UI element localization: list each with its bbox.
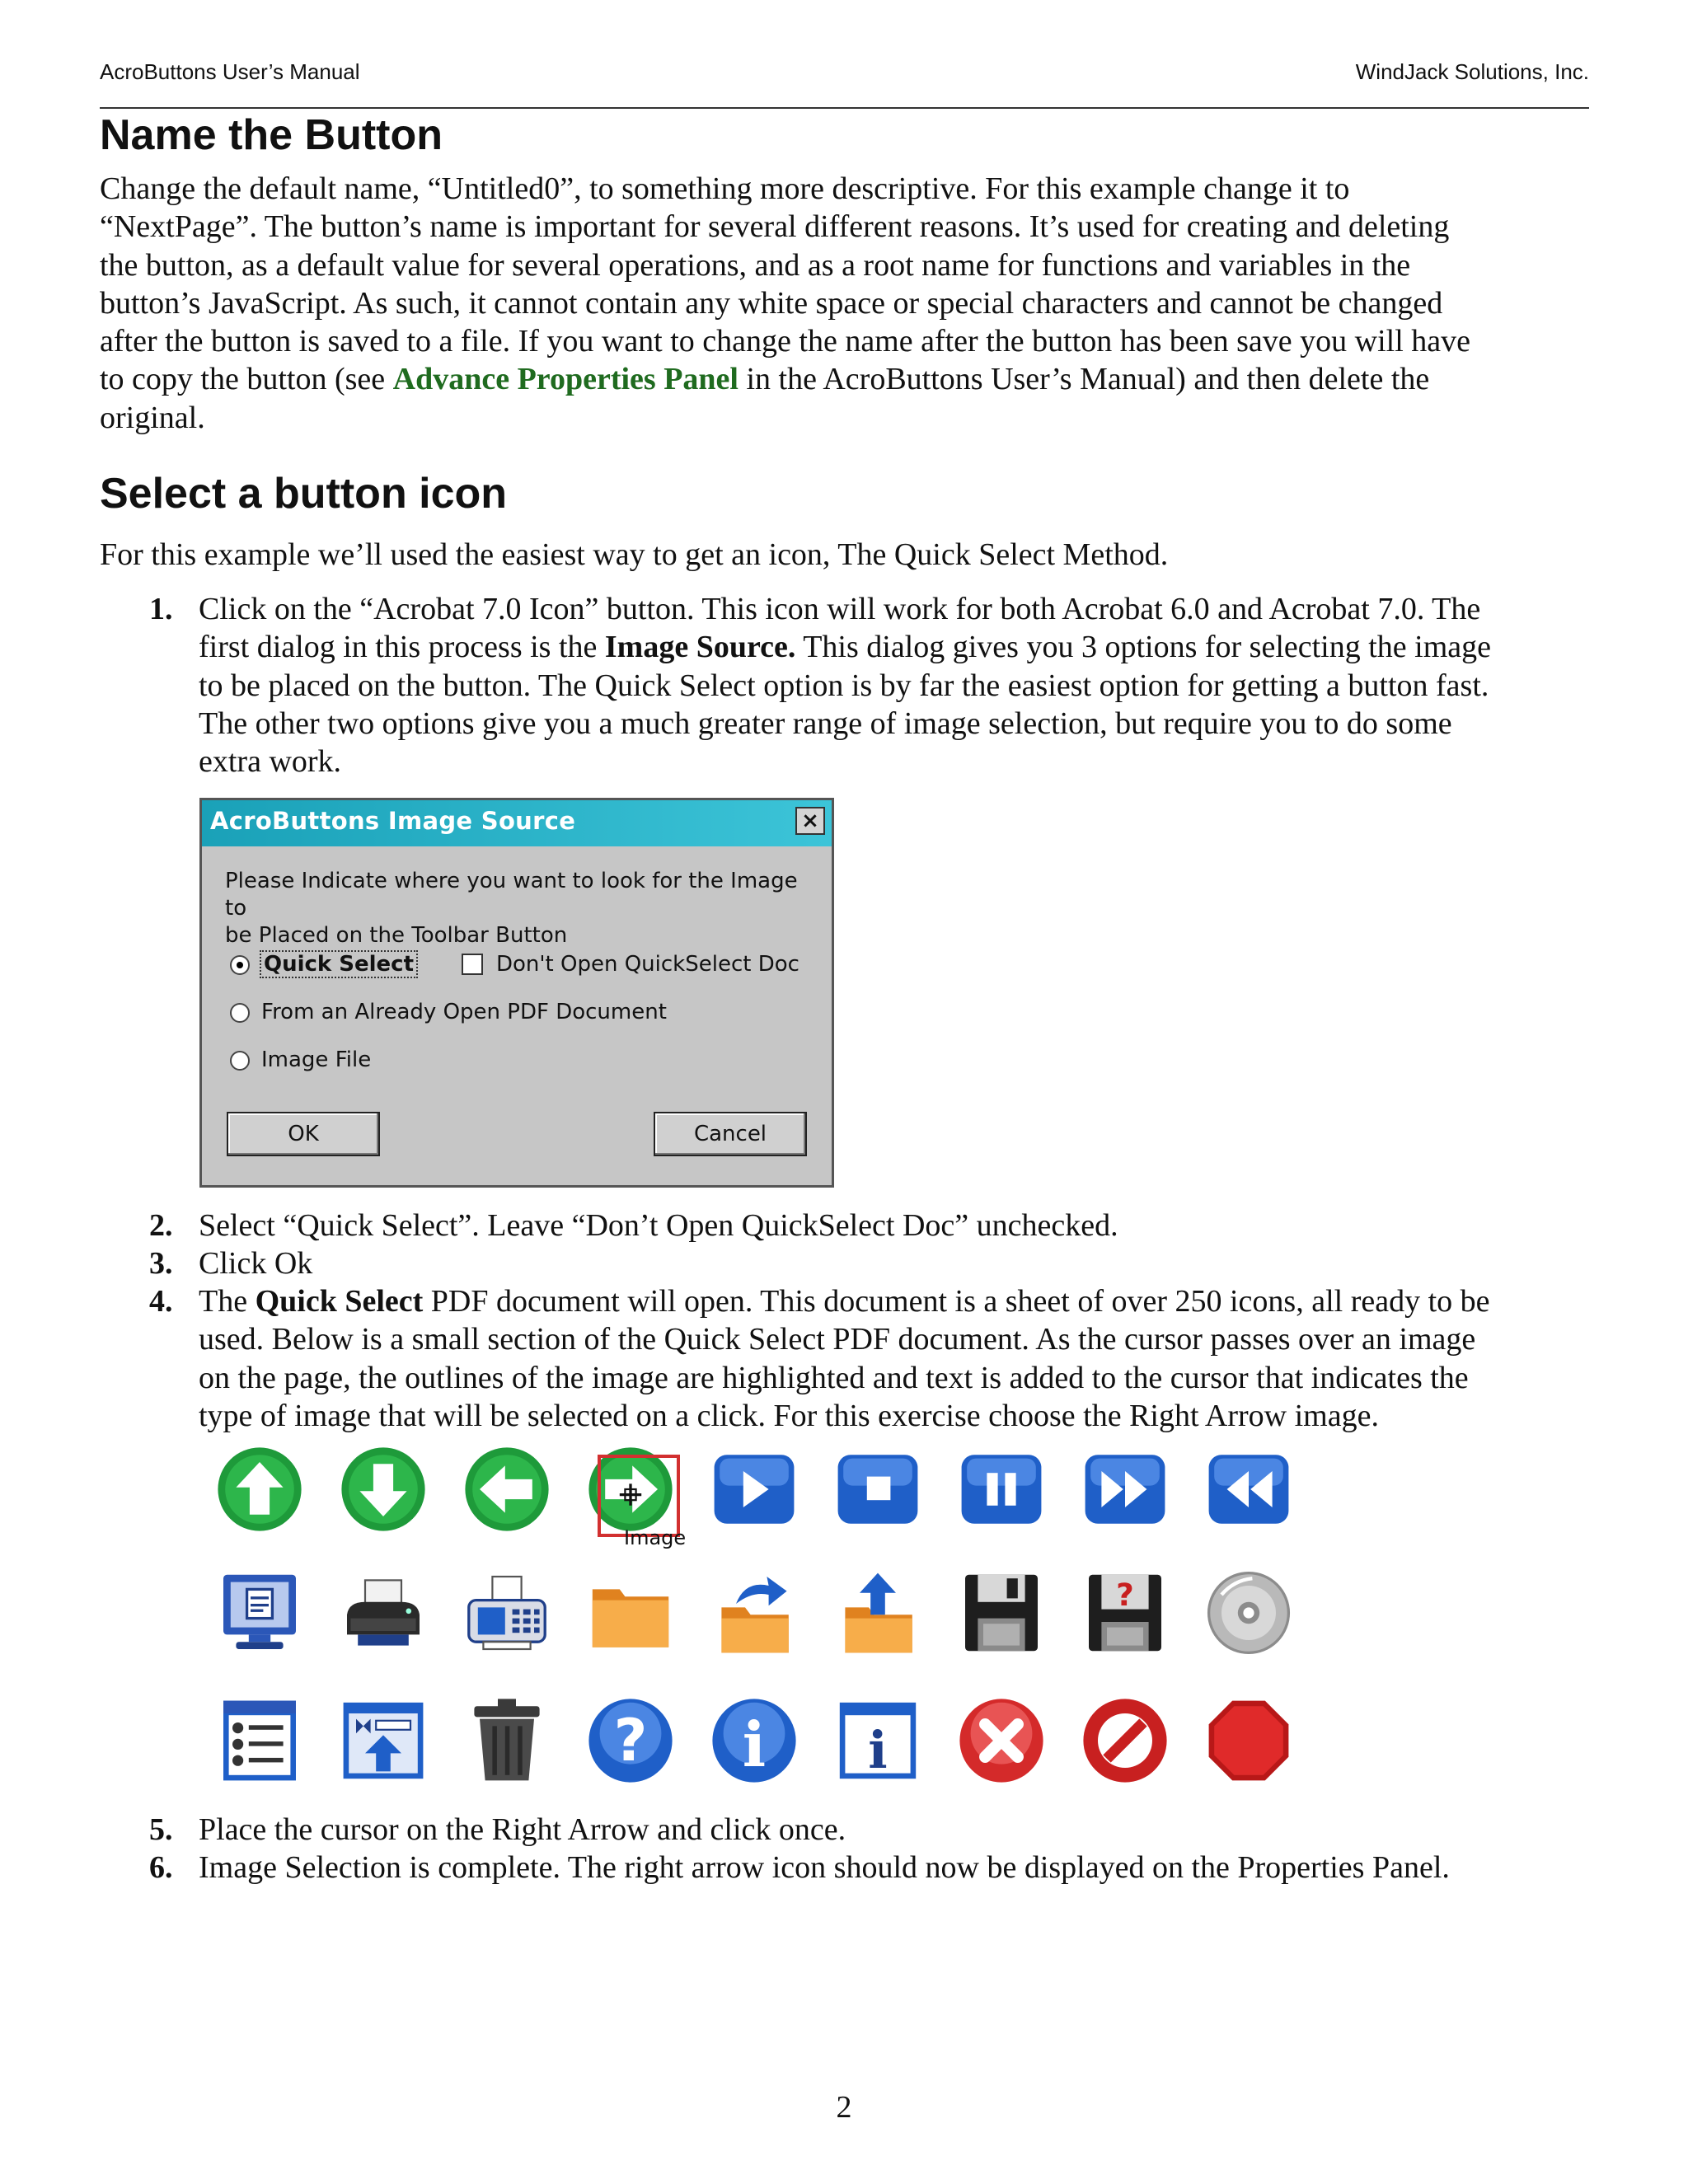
open-pdf-label[interactable]: From an Already Open PDF Document [261,1000,667,1024]
stop-sign-icon[interactable] [1203,1695,1294,1786]
form-list-icon[interactable] [214,1695,305,1786]
section2-intro: For this example we’ll used the easiest way to get an icon, The Quick Select Method. [100,537,1169,572]
stop-icon[interactable] [832,1444,923,1535]
printer-icon[interactable] [338,1568,429,1658]
quick-select-label[interactable]: Quick Select [261,952,416,977]
step-number: 3. [149,1246,173,1281]
close-x-icon[interactable] [956,1695,1047,1786]
para-line: after the button is saved to a file. If you want to change the name after the button has been save you will have [100,324,1471,359]
pause-icon[interactable] [956,1444,1047,1535]
step-text [199,590,1592,780]
para-line: original. [100,400,205,435]
page-number: 2 [836,2090,852,2125]
image-source-bold: Image Source. [604,630,796,665]
section1-paragraph [100,170,1592,437]
dialog-titlebar [202,800,832,846]
down-arrow-icon[interactable] [338,1444,429,1535]
step-line: to be placed on the button. The Quick Select option is by far the easiest option for getting a button fast. [199,668,1489,703]
para-line: button’s JavaScript. As such, it cannot contain any white space or special characters and cannot be changed [100,285,1443,321]
step-text-part: This dialog gives you 3 options for selecting the image [795,630,1491,665]
cd-icon[interactable] [1203,1568,1294,1658]
floppy-help-icon[interactable] [1080,1568,1170,1658]
dialog-title: AcroButtons Image Source [210,807,576,835]
trash-icon[interactable] [462,1695,552,1786]
step-number: 4. [149,1284,173,1319]
step-number: 2. [149,1208,173,1243]
step-line: extra work. [199,744,342,780]
help-icon[interactable] [585,1695,676,1786]
folder-upload-icon[interactable] [832,1568,923,1658]
prompt-line: Please Indicate where you want to look for the Image to [225,869,798,921]
cursor-image-tooltip: Image [624,1526,687,1549]
step-line [199,628,1592,666]
step-line: type of image that will be selected on a click. For this exercise choose the Right Arrow image. [199,1398,1379,1433]
step-line: on the page, the outlines of the image are highlighted and text is added to the cursor that indicates the [199,1360,1469,1395]
folder-export-icon[interactable] [709,1568,799,1658]
window-upload-icon[interactable] [338,1695,429,1786]
info-glyph: i [868,1720,888,1780]
step-text: Image Selection is complete. The right arrow icon should now be displayed on the Properties Panel. [199,1850,1450,1885]
image-file-label[interactable]: Image File [261,1047,372,1072]
image-source-dialog [199,798,834,1188]
para-text: in the AcroButtons User’s Manual) and then delete the [738,362,1430,397]
rewind-icon[interactable] [1203,1444,1294,1535]
no-entry-icon[interactable] [1080,1695,1170,1786]
monitor-icon[interactable] [214,1568,305,1658]
section-title-select-icon: Select a button icon [100,470,508,518]
para-line: Change the default name, “Untitled0”, to something more descriptive. For this example change it to [100,171,1350,206]
left-arrow-icon[interactable] [462,1444,552,1535]
cancel-button[interactable]: Cancel [654,1112,807,1156]
info-glyph: i [742,1708,767,1781]
section-title-name-the-button: Name the Button [100,111,443,159]
image-file-radio[interactable] [230,1051,250,1071]
quick-select-radio[interactable] [230,955,250,975]
step-text: Select “Quick Select”. Leave “Don’t Open QuickSelect Doc” unchecked. [199,1208,1118,1243]
close-button[interactable]: × [795,807,825,835]
fax-icon[interactable] [462,1568,552,1658]
para-text: to copy the button (see [100,362,393,397]
step-line: Click on the “Acrobat 7.0 Icon” button. This icon will work for both Acrobat 6.0 and Acrobat 7.0. The [199,592,1481,626]
step-number: 5. [149,1812,173,1847]
step-text: Click Ok [199,1246,313,1281]
step-line: The other two options give you a much greater range of image selection, but require you to do some [199,705,1452,741]
step-line: used. Below is a small section of the Quick Select PDF document. As the cursor passes over an image [199,1322,1476,1357]
info-window-icon[interactable] [832,1695,923,1786]
step-number: 6. [149,1850,173,1885]
header-manual-title: AcroButtons User’s Manual [100,59,360,84]
advance-properties-panel-link[interactable]: Advance Properties Panel [392,362,738,397]
dont-open-quickselect-label[interactable]: Don't Open QuickSelect Doc [496,952,799,977]
info-icon[interactable] [709,1695,799,1786]
prompt-line: be Placed on the Toolbar Button [225,923,568,948]
step-line [199,1282,1592,1320]
quick-select-bold: Quick Select [255,1284,424,1319]
para-line [100,360,1592,398]
ok-button[interactable]: OK [227,1112,380,1156]
floppy-disk-icon[interactable] [956,1568,1047,1658]
step-text: Place the cursor on the Right Arrow and click once. [199,1812,846,1847]
help-glyph: ? [1116,1577,1134,1614]
step-text-part: first dialog in this process is the [199,630,605,665]
dialog-prompt [225,868,818,949]
page-header [100,59,1589,109]
up-arrow-icon[interactable] [214,1444,305,1535]
folder-icon[interactable] [585,1568,676,1658]
step-text [199,1282,1592,1435]
step-text-part: PDF document will open. This document is a sheet of over 250 icons, all ready to be [423,1284,1490,1319]
step-text-part: The [199,1284,256,1319]
para-line: the button, as a default value for several operations, and as a root name for functions and variables in the [100,247,1411,283]
play-icon[interactable] [709,1444,799,1535]
fast-forward-icon[interactable] [1080,1444,1170,1535]
icon-selection-highlight [598,1455,680,1537]
step-number: 1. [149,592,173,626]
dont-open-quickselect-checkbox[interactable] [462,954,483,975]
open-pdf-radio[interactable] [230,1003,250,1023]
para-line: “NextPage”. The button’s name is important for several different reasons. It’s used for creating and deleting [100,209,1450,245]
header-company: WindJack Solutions, Inc. [1355,59,1589,84]
help-glyph: ? [613,1707,648,1775]
